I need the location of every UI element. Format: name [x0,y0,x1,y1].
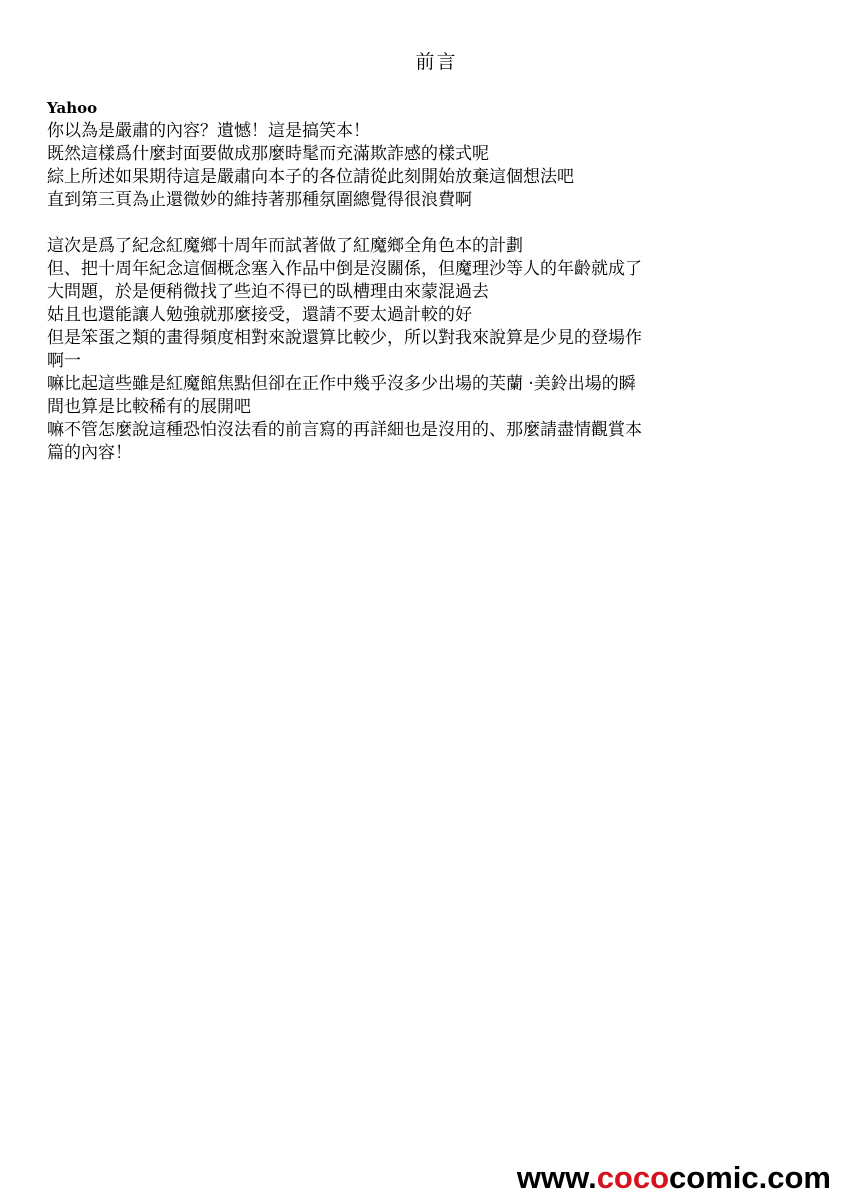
text-line: 直到第三頁為止還微妙的維持著那種氛圍總覺得很浪費啊 [47,190,472,210]
text-line: 這次是爲了紀念紅魔鄉十周年而試著做了紅魔鄉全角色本的計劃 [47,236,523,256]
text-line: 姑且也還能讓人勉強就那麼接受，還請不要太過計較的好 [47,305,472,325]
watermark-suffix: comic.com [669,1160,831,1195]
paragraph-gap [47,212,797,235]
preface-body [47,120,797,465]
text-line: 間也算是比較稀有的展開吧 [47,397,251,417]
text-line: 綜上所述如果期待這是嚴肅向本子的各位請從此刻開始放棄這個想法吧 [47,167,574,187]
author-name: Yahoo [47,99,98,117]
text-line: 大問題，於是便稍微找了些迫不得已的臥槽理由來蒙混過去 [47,282,489,302]
text-line: 嘛比起這些雖是紅魔館焦點但卻在正作中幾乎沒多少出場的芙蘭 ·美鈴出場的瞬 [47,374,636,394]
page-title: 前言 [415,51,458,73]
text-line: 篇的內容！ [47,443,132,463]
watermark-highlight: coco [596,1160,670,1195]
text-line: 嘛不管怎麼說這種恐怕沒法看的前言寫的再詳細也是沒用的、那麼請盡情觀賞本 [47,420,642,440]
text-line: 但是笨蛋之類的畫得頻度相對來說還算比較少，所以對我來說算是少見的登場作 [47,328,642,348]
text-line: 但、把十周年紀念這個概念塞入作品中倒是沒關係，但魔理沙等人的年齡就成了 [47,259,642,279]
text-line: 既然這樣爲什麼封面要做成那麼時髦而充滿欺詐感的樣式呢 [47,144,489,164]
site-watermark [517,1160,831,1196]
text-line: 你以為是嚴肅的內容？遺憾！這是搞笑本！ [47,121,370,141]
watermark-prefix: www. [516,1160,597,1195]
text-line: 啊一 [47,351,81,371]
